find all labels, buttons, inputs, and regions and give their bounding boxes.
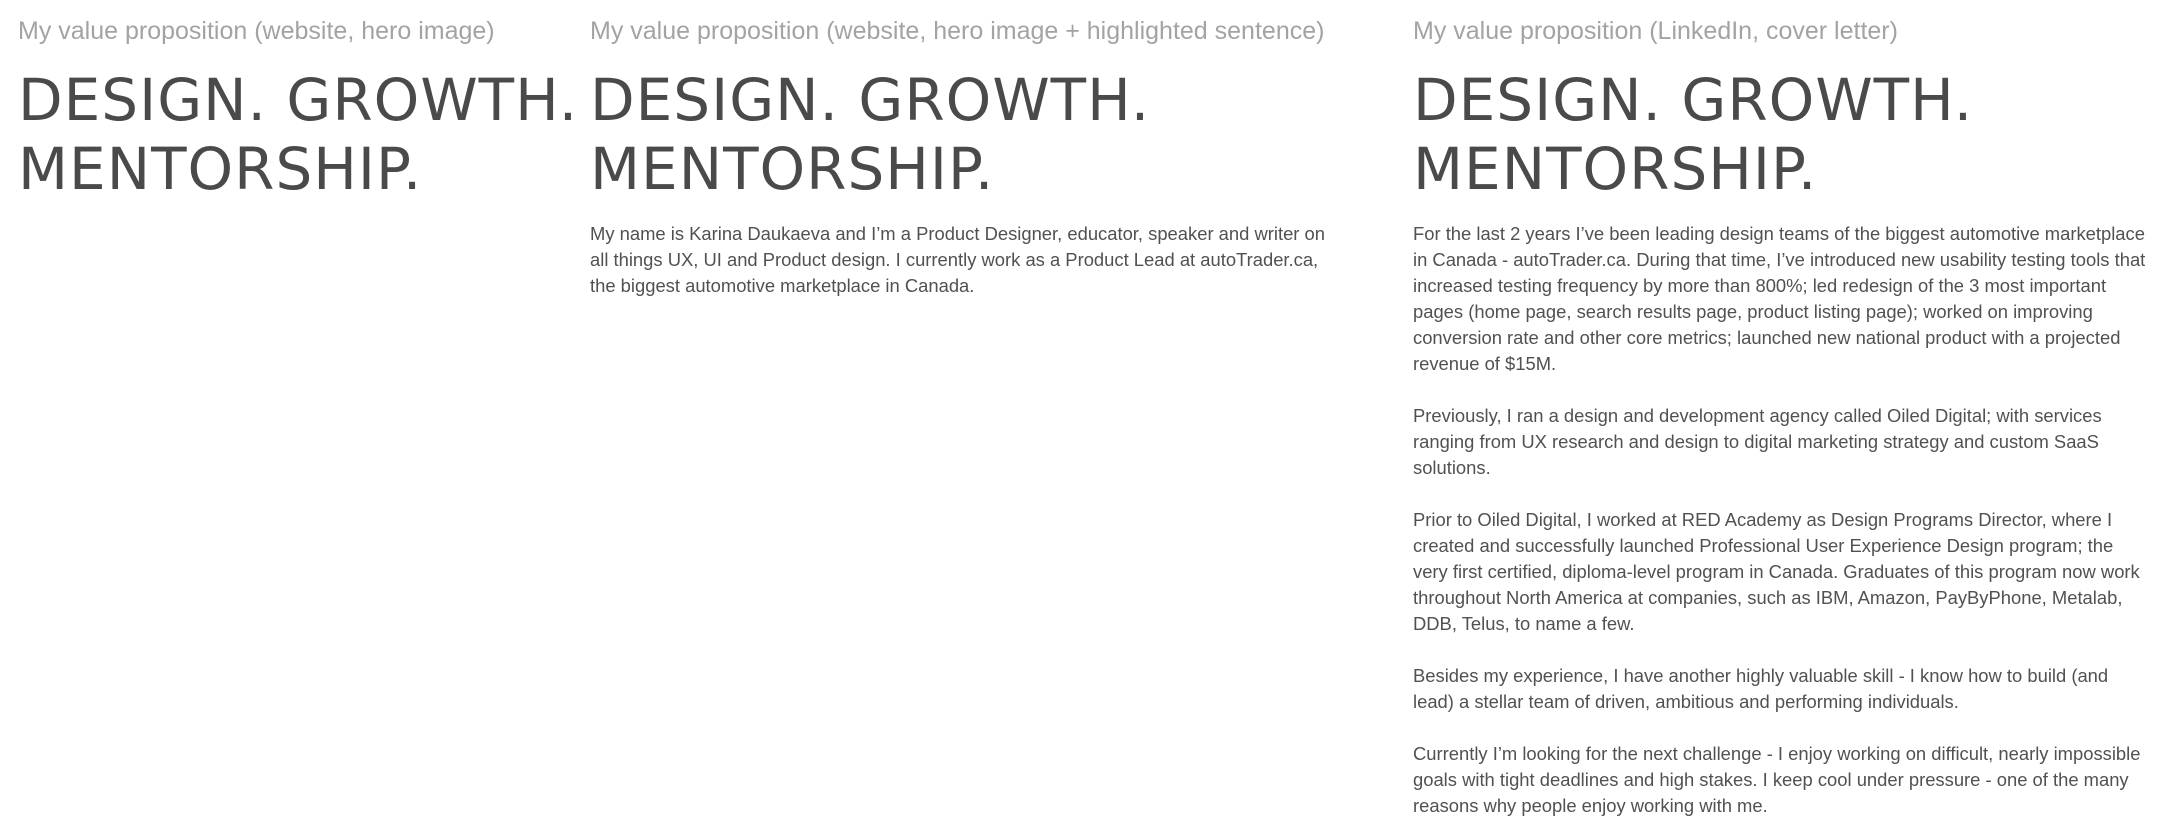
body-text	[590, 221, 1330, 299]
column-caption: My value proposition (website, hero image)	[18, 17, 495, 45]
paragraph-next-challenge: Currently I’m looking for the next challenge - I enjoy working on difficult, nearly impossible goals with tight deadlines and high stakes. I keep cool under pressure - one of the many reasons why people enjoy working with me.	[1413, 743, 2141, 816]
headline	[18, 66, 578, 204]
headline-line-1: DESIGN. GROWTH.	[590, 66, 1151, 134]
column-caption: My value proposition (LinkedIn, cover letter)	[1413, 17, 1898, 45]
paragraph-agency: Previously, I ran a design and development agency called Oiled Digital; with services ranging from UX research and design to digital marketing strategy and custom SaaS solutions.	[1413, 405, 2102, 478]
column-caption: My value proposition (website, hero image + highlighted sentence)	[590, 17, 1325, 45]
body-text	[1413, 221, 2148, 819]
paragraph-red-academy: Prior to Oiled Digital, I worked at RED Academy as Design Programs Director, where I created and successfully launched Professional User Experience Design program; the very first certified, diploma-level program in Canada. Graduates of this program now work throughout North America at companies, such as IBM, Amazon, PayByPhone, Metalab, DDB, Telus, to name a few.	[1413, 509, 2140, 634]
headline	[1413, 66, 1973, 204]
paragraph-current-role: For the last 2 years I’ve been leading design teams of the biggest automotive marketplace in Canada - autoTrader.ca. During that time, I’ve introduced new usability testing tools that increased testing frequency by more than 800%; led redesign of the 3 most important pages (home page, search results page, product listing page); worked on improving conversion rate and other core metrics; launched new national product with a projected revenue of $15M.	[1413, 223, 2146, 374]
headline	[590, 66, 1150, 204]
headline-line-1: DESIGN. GROWTH.	[1413, 66, 1974, 134]
headline-line-2: MENTORSHIP.	[590, 135, 995, 203]
headline-line-2: MENTORSHIP.	[1413, 135, 1818, 203]
headline-line-1: DESIGN. GROWTH.	[18, 66, 579, 134]
headline-line-2: MENTORSHIP.	[18, 135, 423, 203]
intro-paragraph: My name is Karina Daukaeva and I’m a Product Designer, educator, speaker and writer on all things UX, UI and Product design. I currently work as a Product Lead at autoTrader.ca, the biggest automotive marketplace in Canada.	[590, 223, 1325, 296]
paragraph-team-skill: Besides my experience, I have another highly valuable skill - I know how to build (and lead) a stellar team of driven, ambitious and performing individuals.	[1413, 665, 2109, 712]
